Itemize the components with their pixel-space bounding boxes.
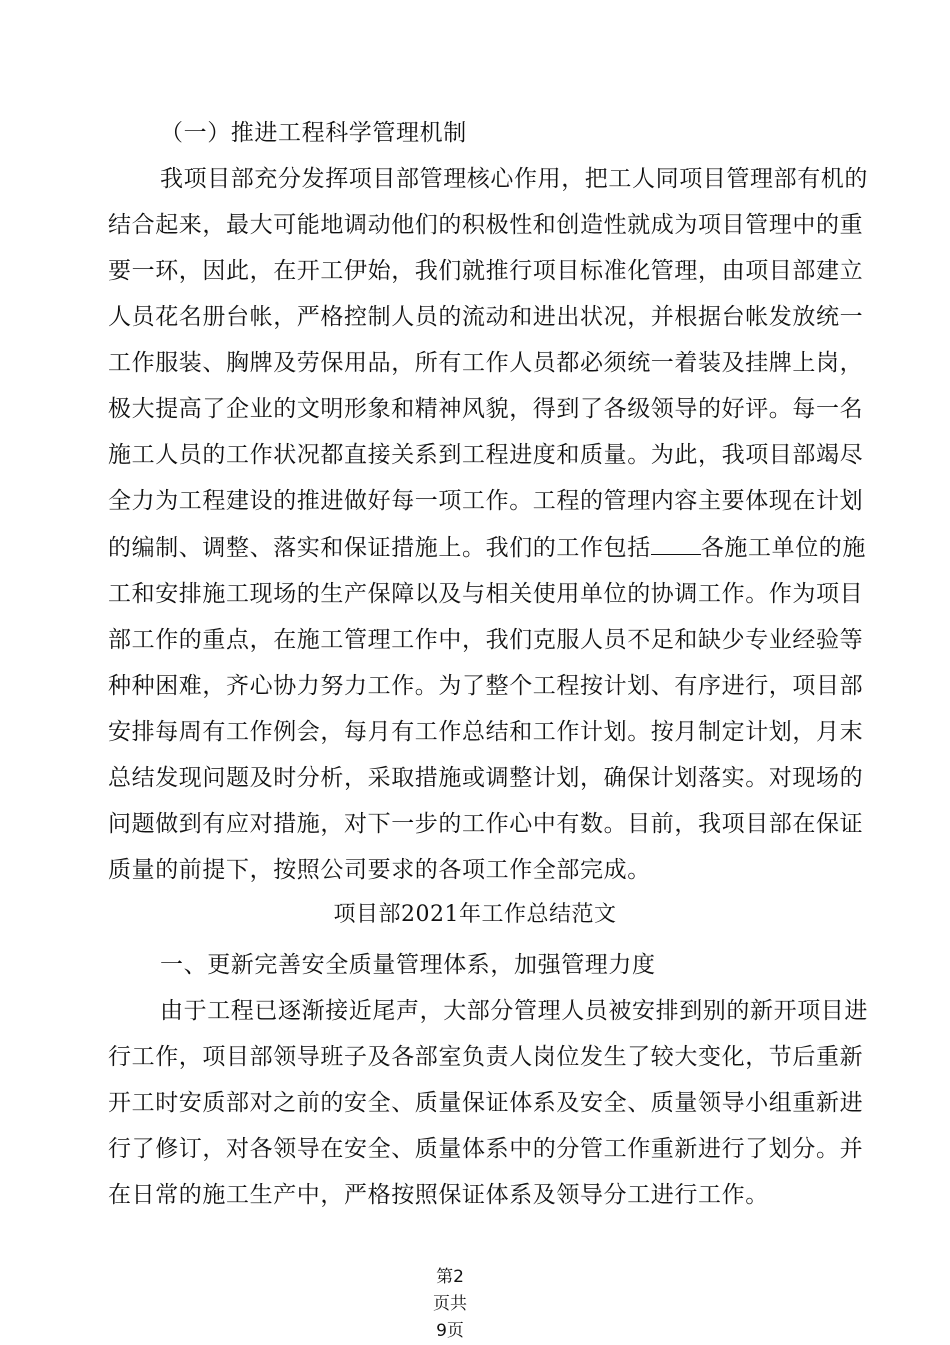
- paragraph-line: 总结发现问题及时分析，采取措施或调整计划，确保计划落实。对现场的: [108, 765, 864, 791]
- paragraph-line: 全力为工程建设的推进做好每一项工作。工程的管理内容主要体现在计划: [108, 488, 864, 514]
- paragraph-line-with-blank: [108, 532, 867, 563]
- paragraph-line: 工作服装、胸牌及劳保用品，所有工作人员都必须统一着装及挂牌上岗，: [108, 350, 864, 376]
- text-before-blank: 的编制、调整、落实和保证措施上。我们的工作包括: [108, 535, 651, 561]
- section-heading: （一）推进工程科学管理机制: [160, 120, 467, 146]
- page-number-line: 第2: [436, 1267, 464, 1287]
- paragraph-line: 部工作的重点，在施工管理工作中，我们克服人员不足和缺少专业经验等: [108, 627, 864, 653]
- paragraph-line: 种种困难，齐心协力努力工作。为了整个工程按计划、有序进行，项目部: [108, 673, 864, 699]
- paragraph-line: 结合起来，最大可能地调动他们的积极性和创造性就成为项目管理中的重: [108, 212, 864, 238]
- page-number: [420, 1264, 480, 1345]
- paragraph-line: 要一环，因此，在开工伊始，我们就推行项目标准化管理，由项目部建立: [108, 258, 864, 284]
- section-heading: 一、更新完善安全质量管理体系，加强管理力度: [160, 952, 656, 978]
- paragraph-line: 人员花名册台帐，严格控制人员的流动和进出状况，并根据台帐发放统一: [108, 304, 864, 330]
- paragraph-line: 施工人员的工作状况都直接关系到工程进度和质量。为此，我项目部竭尽: [108, 442, 864, 468]
- paragraph-line: 问题做到有应对措施，对下一步的工作心中有数。目前，我项目部在保证: [108, 811, 864, 837]
- paragraph-line: 质量的前提下，按照公司要求的各项工作全部完成。: [108, 857, 651, 883]
- paragraph-line: 工和安排施工现场的生产保障以及与相关使用单位的协调工作。作为项目: [108, 581, 864, 607]
- paragraph-line: 开工时安质部对之前的安全、质量保证体系及安全、质量领导小组重新进: [108, 1090, 864, 1116]
- paragraph-line: 安排每周有工作例会，每月有工作总结和工作计划。按月制定计划，月末: [108, 719, 864, 745]
- paragraph-line: 在日常的施工生产中，严格按照保证体系及领导分工进行工作。: [108, 1182, 769, 1208]
- paragraph-line: 我项目部充分发挥项目部管理核心作用，把工人同项目管理部有机的: [160, 166, 868, 192]
- fill-in-blank: [651, 532, 701, 555]
- paragraph-line: 由于工程已逐渐接近尾声，大部分管理人员被安排到别的新开项目进: [160, 998, 868, 1024]
- text-after-blank: 各施工单位的施: [700, 535, 867, 561]
- paragraph-line: 极大提高了企业的文明形象和精神风貌，得到了各级领导的好评。每一名: [108, 396, 864, 422]
- page-number-line: 9页: [436, 1321, 464, 1341]
- paragraph-line: 行工作，项目部领导班子及各部室负责人岗位发生了较大变化，节后重新: [108, 1044, 864, 1070]
- paragraph-line: 行了修订，对各领导在安全、质量体系中的分管工作重新进行了划分。并: [108, 1136, 864, 1162]
- article-title: 项目部2021年工作总结范文: [333, 902, 617, 927]
- page-number-line: 页共: [433, 1294, 467, 1314]
